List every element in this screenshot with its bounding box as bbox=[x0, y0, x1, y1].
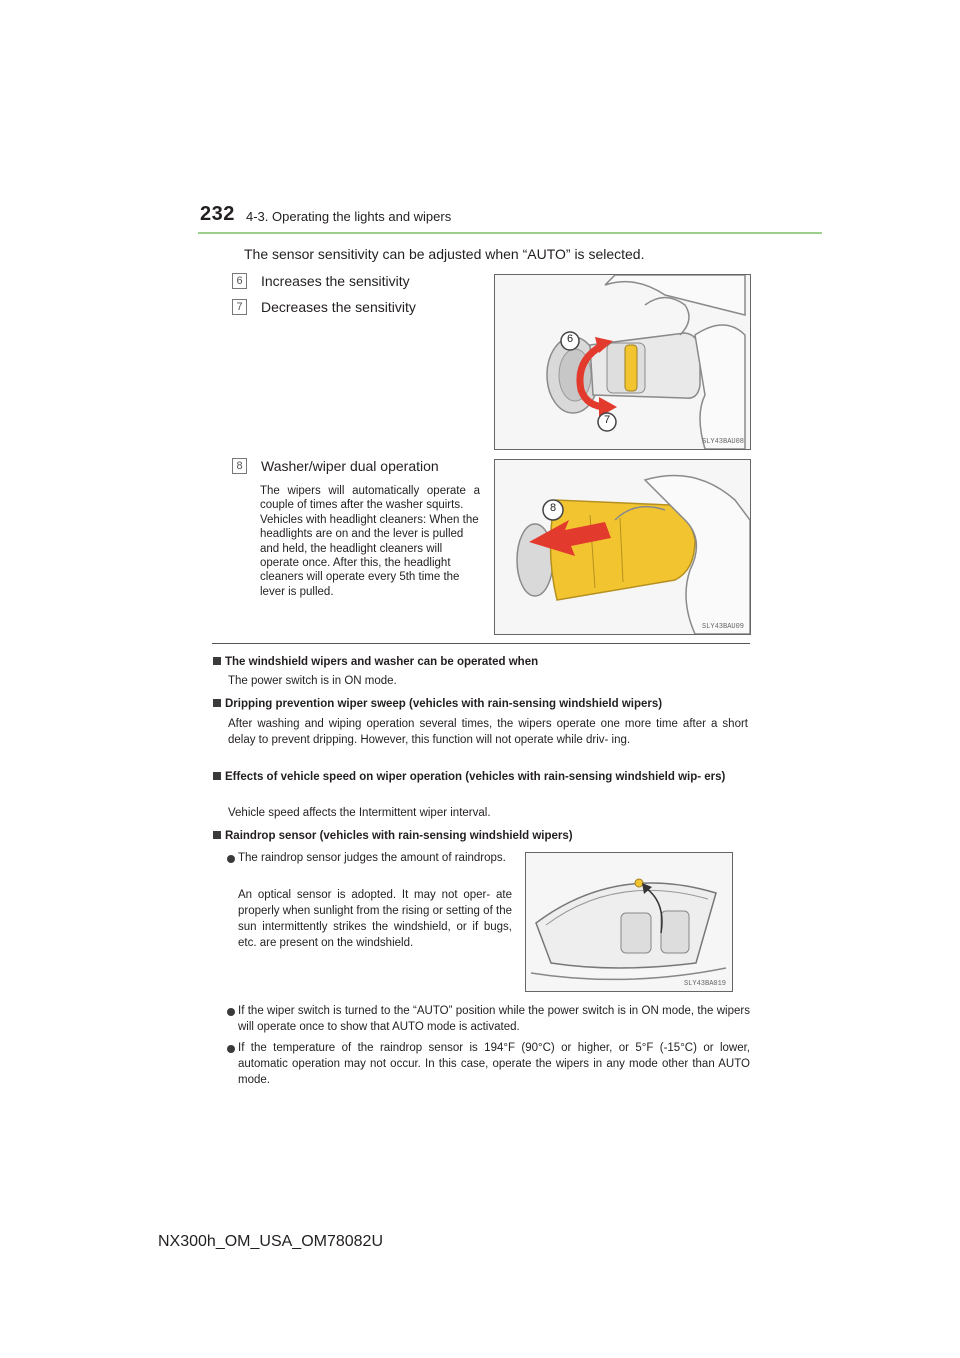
sensitivity-dial-illustration bbox=[495, 275, 750, 449]
note-body: Vehicle speed affects the Intermittent wiper interval. bbox=[228, 807, 491, 819]
note-body: The power switch is in ON mode. bbox=[228, 675, 397, 687]
bullet-dot-icon bbox=[227, 1045, 235, 1053]
raindrop-bullet: The raindrop sensor judges the amount of raindrops. bbox=[238, 852, 506, 864]
square-bullet-icon bbox=[213, 831, 221, 839]
intro-text: The sensor sensitivity can be adjusted when “AUTO” is selected. bbox=[244, 246, 645, 262]
figure-code: SLY43BAU09 bbox=[701, 623, 744, 631]
item-label: Increases the sensitivity bbox=[261, 273, 410, 289]
note-heading: Dripping prevention wiper sweep (vehicles with rain-sensing windshield wipers) bbox=[213, 697, 753, 712]
figure-code: SLY43BA019 bbox=[683, 980, 726, 988]
callout-8-label: 8 bbox=[549, 502, 557, 514]
item-number: 8 bbox=[232, 458, 247, 474]
figure-code: SLY43BAU08 bbox=[701, 438, 744, 446]
sensitivity-dial-figure bbox=[494, 274, 751, 450]
callout-6-label: 6 bbox=[566, 333, 574, 345]
callout-7-label: 7 bbox=[603, 414, 611, 426]
washer-description-para: The wipers will automatically operate a couple of times after the washer squirts. bbox=[260, 485, 480, 512]
washer-lever-figure bbox=[494, 459, 751, 635]
washer-lever-illustration bbox=[495, 460, 750, 634]
raindrop-sensor-figure bbox=[525, 852, 733, 992]
document-code-footer: NX300h_OM_USA_OM78082U bbox=[158, 1233, 384, 1250]
item-label: Washer/wiper dual operation bbox=[261, 458, 439, 474]
note-body: After washing and wiping operation several times, the wipers operate one more time after a short delay to prevent dripping. However, this function will not operate while driv- ing. bbox=[228, 718, 748, 746]
note-heading: The windshield wipers and washer can be operated when bbox=[213, 655, 753, 670]
bullet-dot-icon bbox=[227, 1008, 235, 1016]
item-washer-wiper bbox=[232, 458, 439, 474]
item-number: 6 bbox=[232, 273, 247, 289]
note-heading: Raindrop sensor (vehicles with rain-sensing windshield wipers) bbox=[213, 829, 753, 844]
item-decrease-sensitivity bbox=[232, 299, 416, 315]
raindrop-bullet: If the temperature of the raindrop sensor is 194°F (90°C) or higher, or 5°F (-15°C) or lower, automatic operation may not occur. In this case, operate the wipers in any mode other than AUTO mode. bbox=[238, 1042, 750, 1086]
bullet-dot-icon bbox=[227, 855, 235, 863]
section-divider bbox=[212, 643, 750, 644]
raindrop-bullet: If the wiper switch is turned to the “AUTO” position while the power switch is in ON mode, the wipers will operate once to show that AUTO mode is activated. bbox=[238, 1005, 750, 1033]
item-number: 7 bbox=[232, 299, 247, 315]
washer-description bbox=[260, 484, 480, 599]
headlight-cleaner-para: Vehicles with headlight cleaners: When the headlights are on and the lever is pulled and held, the headlight cleaners will operate once. After this, the headlight cleaners will operate every 5th time the lever is pulled. bbox=[260, 513, 479, 598]
square-bullet-icon bbox=[213, 772, 221, 780]
header-rule bbox=[198, 232, 822, 234]
section-title: 4-3. Operating the lights and wipers bbox=[246, 209, 452, 224]
item-label: Decreases the sensitivity bbox=[261, 299, 416, 315]
square-bullet-icon bbox=[213, 657, 221, 665]
note-heading: Effects of vehicle speed on wiper operation (vehicles with rain-sensing windshield wip- ers) bbox=[213, 770, 753, 785]
square-bullet-icon bbox=[213, 699, 221, 707]
raindrop-bullet-continued: An optical sensor is adopted. It may not oper- ate properly when sunlight from the rising or setting of the sun intermittently strikes the windshield, or if bugs, etc. are present on the windshield. bbox=[238, 889, 512, 949]
raindrop-sensor-illustration bbox=[526, 853, 732, 991]
page-number: 232 bbox=[200, 203, 235, 225]
item-increase-sensitivity bbox=[232, 273, 410, 289]
